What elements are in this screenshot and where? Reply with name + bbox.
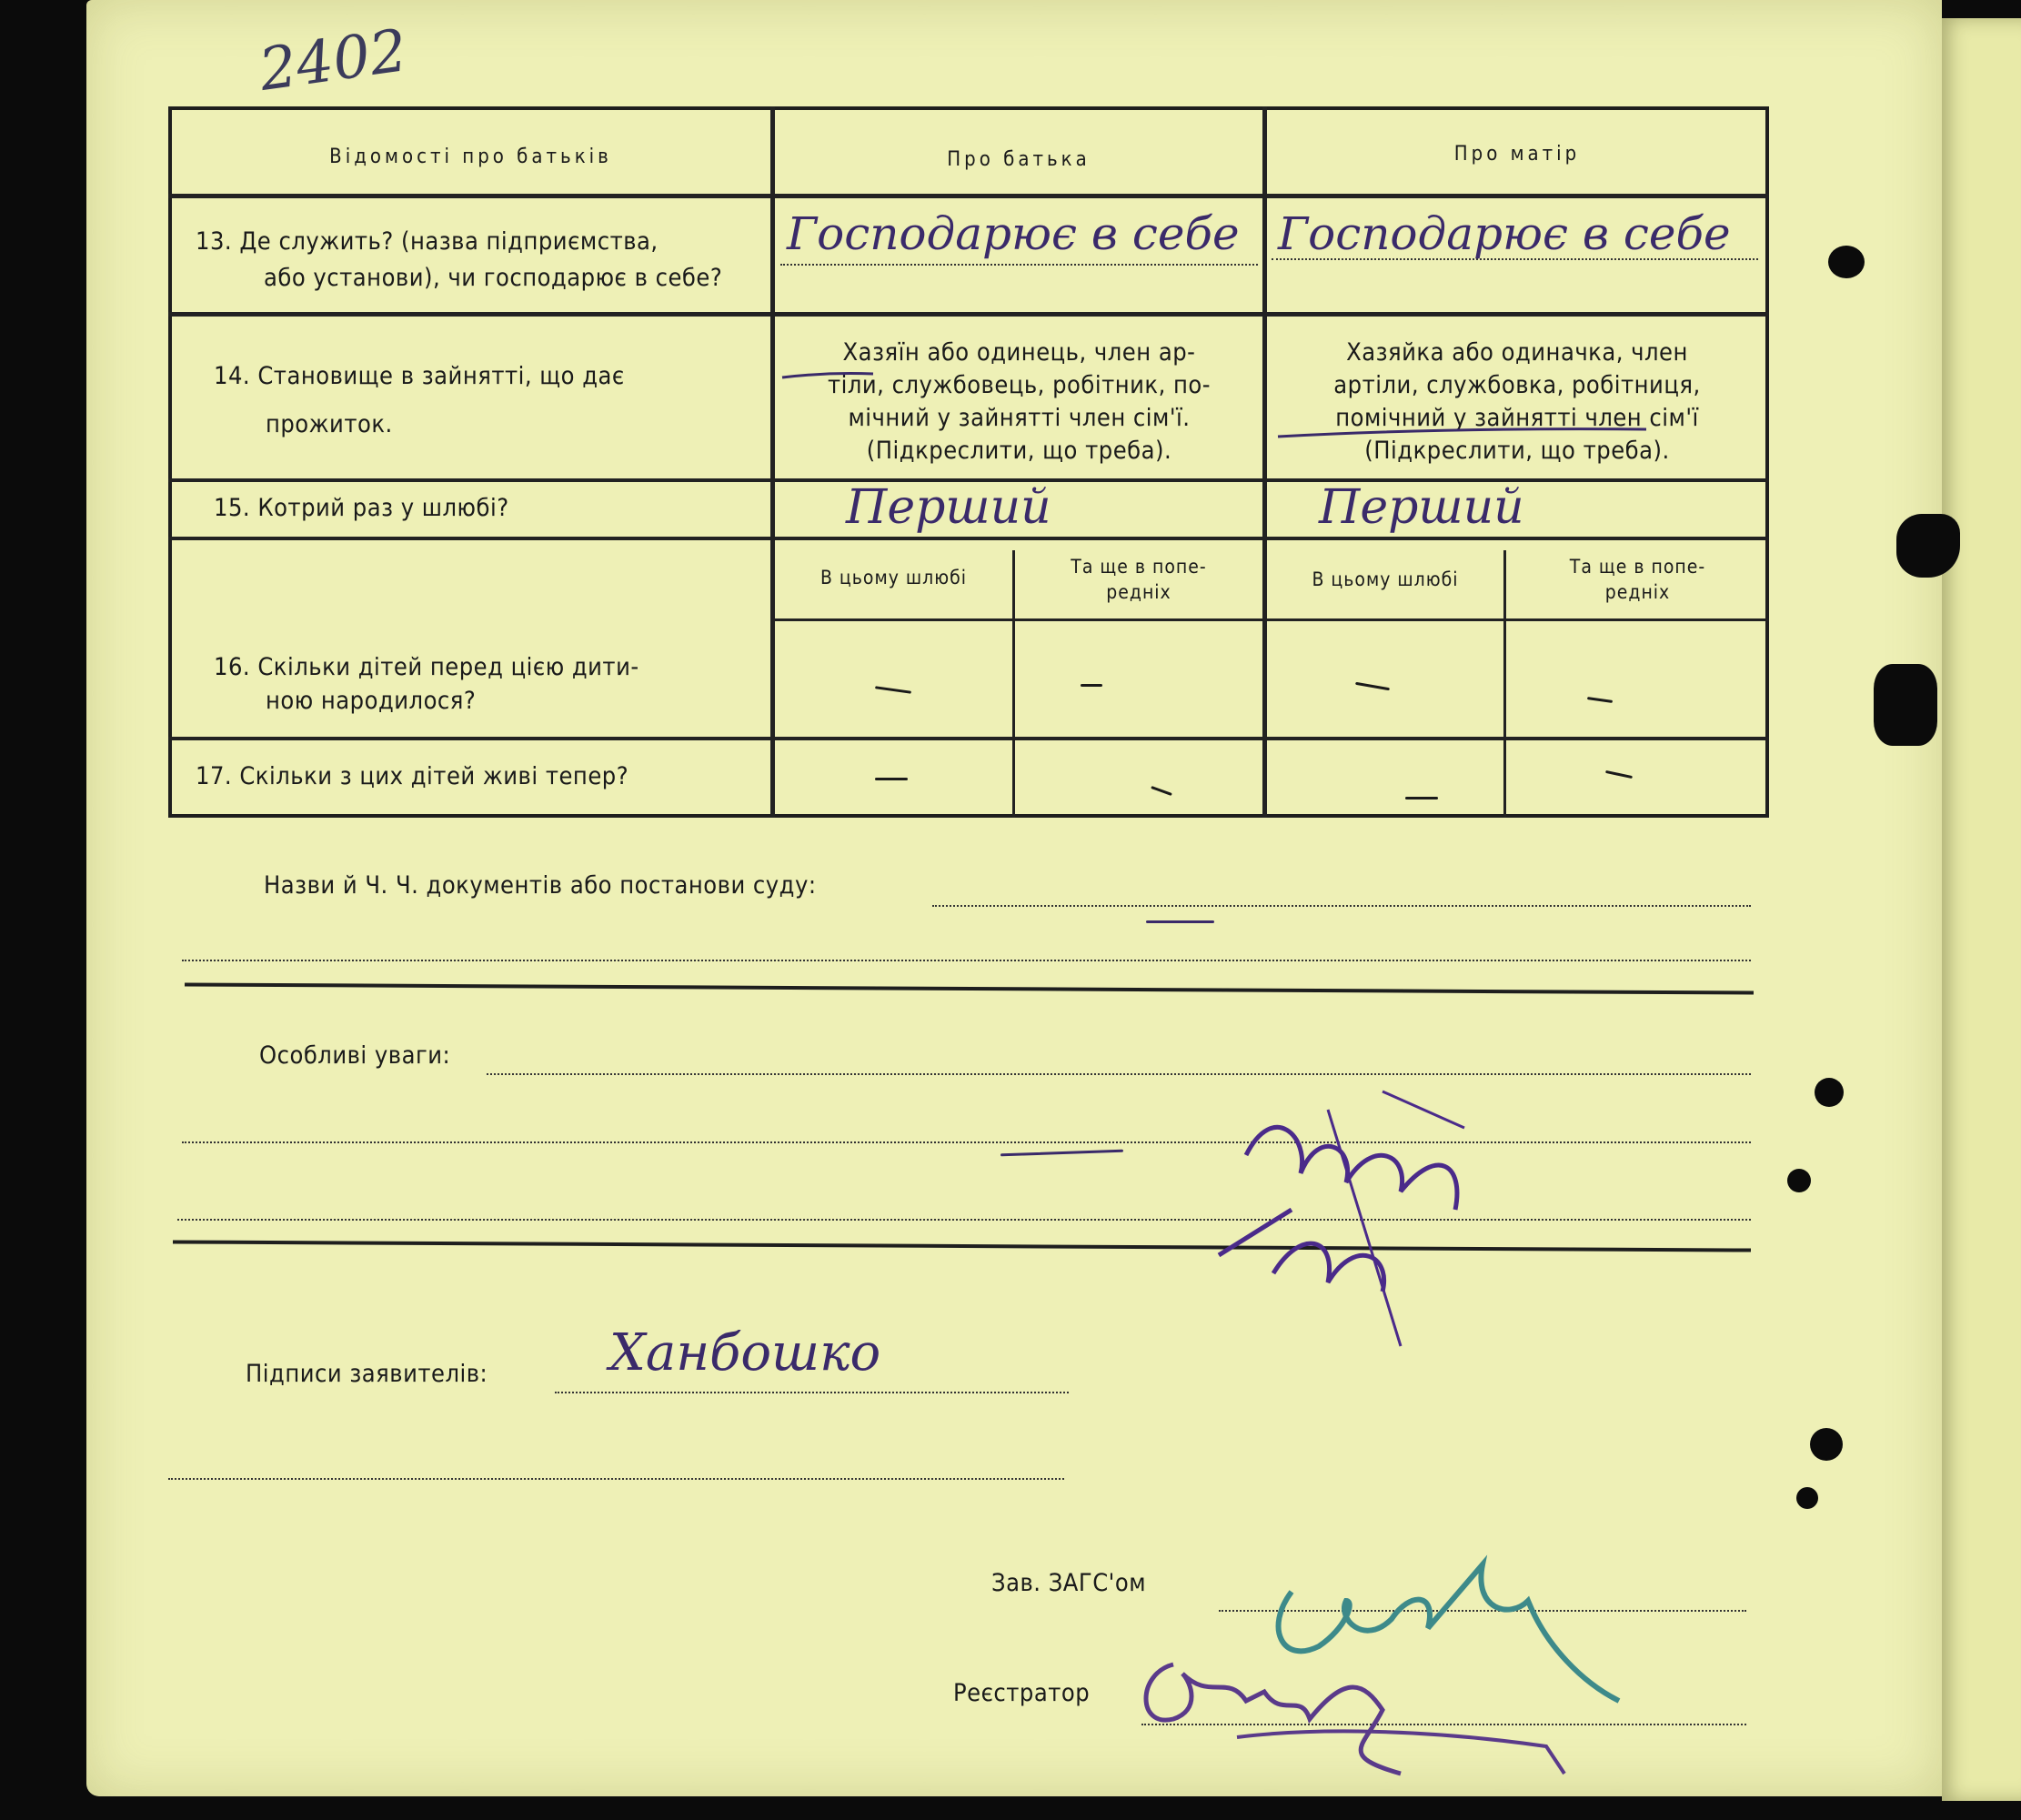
signatures-label: Підписи заявителів: (246, 1360, 488, 1388)
signature-field (168, 1478, 1064, 1480)
row-divider (168, 194, 1769, 198)
dash-mark (1405, 797, 1438, 799)
punch-hole (1815, 1078, 1844, 1107)
q16-sub-prev-father-2: редніх (1106, 581, 1171, 603)
punch-hole (1828, 246, 1865, 278)
punch-hole (1810, 1428, 1843, 1461)
q14-father-options-2: тіли, службовець, робітник, по- (827, 371, 1212, 399)
underline-mark (773, 359, 1264, 387)
q16-sub-prev-mother-1: Та ще в попе- (1569, 556, 1706, 578)
q16-sub-this-mother: В цьому шлюбі (1312, 568, 1459, 590)
dash-mark (1146, 920, 1214, 923)
registration-stamp-mark (1191, 1073, 1519, 1364)
dash-mark (1081, 684, 1102, 687)
punch-hole (1874, 664, 1937, 746)
underline-mark (1264, 418, 1774, 446)
column-divider (770, 106, 775, 818)
row-divider (168, 737, 1769, 740)
q16-label-2: ною народилося? (266, 687, 477, 715)
q13-father-answer: Господарює в себе (787, 207, 1240, 260)
punch-hole (1787, 1169, 1811, 1192)
header-mother: Про матір (1453, 143, 1581, 166)
q14-mother-options-1: Хазяйка або одиначка, член (1346, 338, 1688, 367)
archive-number-note: 2402 (255, 17, 412, 105)
row-divider (773, 618, 1769, 621)
notes-label: Особливі уваги: (259, 1041, 451, 1070)
q15-father-answer: Перший (846, 480, 1051, 535)
q16-label-1: 16. Скільки дітей перед цією дити- (214, 653, 639, 681)
q17-label: 17. Скільки з цих дітей живі тепер? (196, 762, 629, 790)
q16-sub-prev-father-1: Та ще в попе- (1071, 556, 1207, 578)
registry-head-label: Зав. ЗАГС'ом (991, 1569, 1147, 1597)
q14-label-1: 14. Становище в зайнятті, що дає (214, 362, 625, 390)
punch-hole (1896, 514, 1960, 578)
header-parents-info: Відомості про батьків (329, 146, 612, 168)
q13-label-1: 13. Де служить? (назва підприємства, (196, 227, 659, 256)
q14-mother-options-2: артіли, службовка, робітниця, (1333, 371, 1701, 399)
dash-mark (875, 778, 908, 780)
q16-sub-this-father: В цьому шлюбі (819, 567, 968, 588)
documents-field (182, 960, 1751, 961)
documents-field (932, 905, 1751, 907)
q15-label: 15. Котрий раз у шлюбі? (214, 494, 509, 522)
q16-sub-prev-mother-2: редніх (1604, 581, 1671, 603)
q14-mother-options-3: помічний у зайнятті член сім'ї (1335, 404, 1699, 432)
q15-mother-answer: Перший (1319, 480, 1524, 535)
q14-father-options-4: (Підкреслити, що треба). (866, 437, 1172, 465)
punch-hole (1796, 1487, 1818, 1509)
q13-mother-answer: Господарює в себе (1278, 207, 1731, 260)
header-father: Про батька (947, 148, 1091, 171)
row-divider (168, 537, 1769, 540)
signature-field (555, 1392, 1069, 1393)
registrar-signature (1128, 1637, 1601, 1792)
notes-field (487, 1073, 1751, 1075)
fill-line (780, 264, 1258, 266)
q14-mother-options-4: (Підкреслити, що треба). (1364, 437, 1670, 465)
row-divider (168, 312, 1769, 317)
documents-label: Назви й Ч. Ч. документів або постанови суду: (264, 871, 817, 900)
q14-label-2: прожиток. (266, 410, 393, 438)
q14-father-options-3: мічний у зайнятті член сім'ї. (848, 404, 1191, 432)
q14-father-options-1: Хазяїн або одинець, член ар- (842, 338, 1196, 367)
applicant-signature: Ханбошко (609, 1323, 881, 1383)
registrar-label: Реєстратор (953, 1679, 1091, 1707)
q13-label-2: або установи), чи господарює в себе? (264, 264, 723, 292)
next-page-edge (1942, 18, 2021, 1801)
